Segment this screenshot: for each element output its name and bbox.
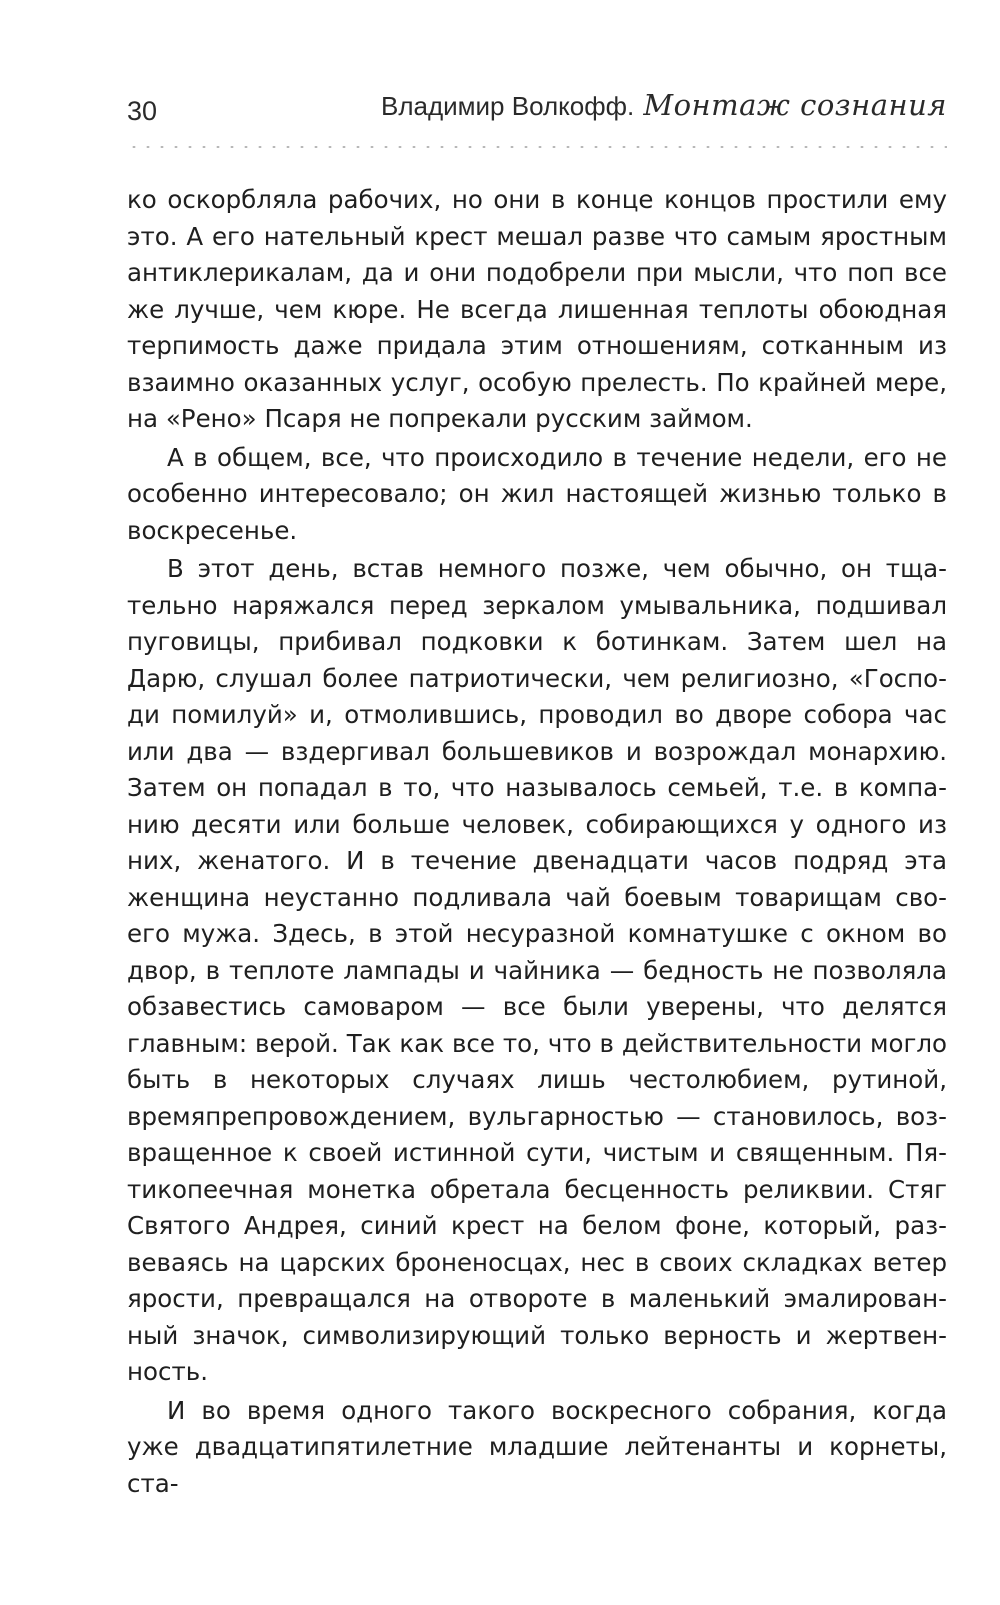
body-text xyxy=(127,182,947,1502)
paragraph-1: ко оскорбляла рабочих, но они в конце концов простили ему это. А его нательный крест мешал разве что самым яростным антиклерикалам, да и они подобрели при мысли, что поп все же лучше, чем кюре. Не всегда лишенная теплоты обоюдная терпимость даже придала этим отношениям, сотканным из взаимно оказанных услуг, особую прелесть. По крайней мере, на «Рено» Псаря не попрекали русским займом. xyxy=(127,185,947,433)
paragraph-4: И во время одного такого воскресного собрания, когда уже двадцатипятилетние младшие лейтенанты и корнеты, ста- xyxy=(127,1395,947,1498)
running-head xyxy=(381,88,947,122)
book-title: Монтаж сознания xyxy=(643,88,947,122)
dotted-divider xyxy=(127,146,947,148)
paragraph-2: А в общем, все, что происходило в течение недели, его не особенно интересовало; он жил настоящей жизнью только в воскресенье. xyxy=(127,442,947,545)
page-header xyxy=(127,88,947,138)
page-number: 30 xyxy=(127,96,158,126)
author-name: Владимир Волкофф. xyxy=(380,91,635,121)
paragraph-3: В этот день, встав немного позже, чем обычно, он тщательно наряжался перед зеркалом умывальника, подшивал пуговицы, прибивал подковки к ботинкам. Затем шел на Дарю, слушал более патриотически, чем религиозно, «Господи помилуй» и, отмолившись, проводил во дворе собора час или два — вздергивал большевиков и возрождал монархию. Затем он попадал в то, что называлось семьей, т.е. в компанию десяти или больше человек, собирающихся у одного из них, женатого. И в течение двенадцати часов подряд эта женщина неустанно подливала чай боевым товарищам своего мужа. Здесь, в этой несуразной комнатушке с окном во двор, в теплоте лампады и чайника — бедность не позволяла обзавестись самоваром — все были уверены, что делятся главным: верой. Так как все то, что в действительности могло быть в некоторых случаях лишь честолюбием, рутиной, времяпрепровождением, вульгарностью — становилось, возвращенное к своей истинной сути, чистым и священным. Пятикопеечная монетка обретала бесценность реликвии. Стяг Святого Андрея, синий крест на белом фоне, который, развеваясь на царских броненосцах, нес в своих складках ветер ярости, превращался на отвороте в маленький эмалированный значок, символизирующий только верность и жертвенность. xyxy=(127,554,947,1386)
